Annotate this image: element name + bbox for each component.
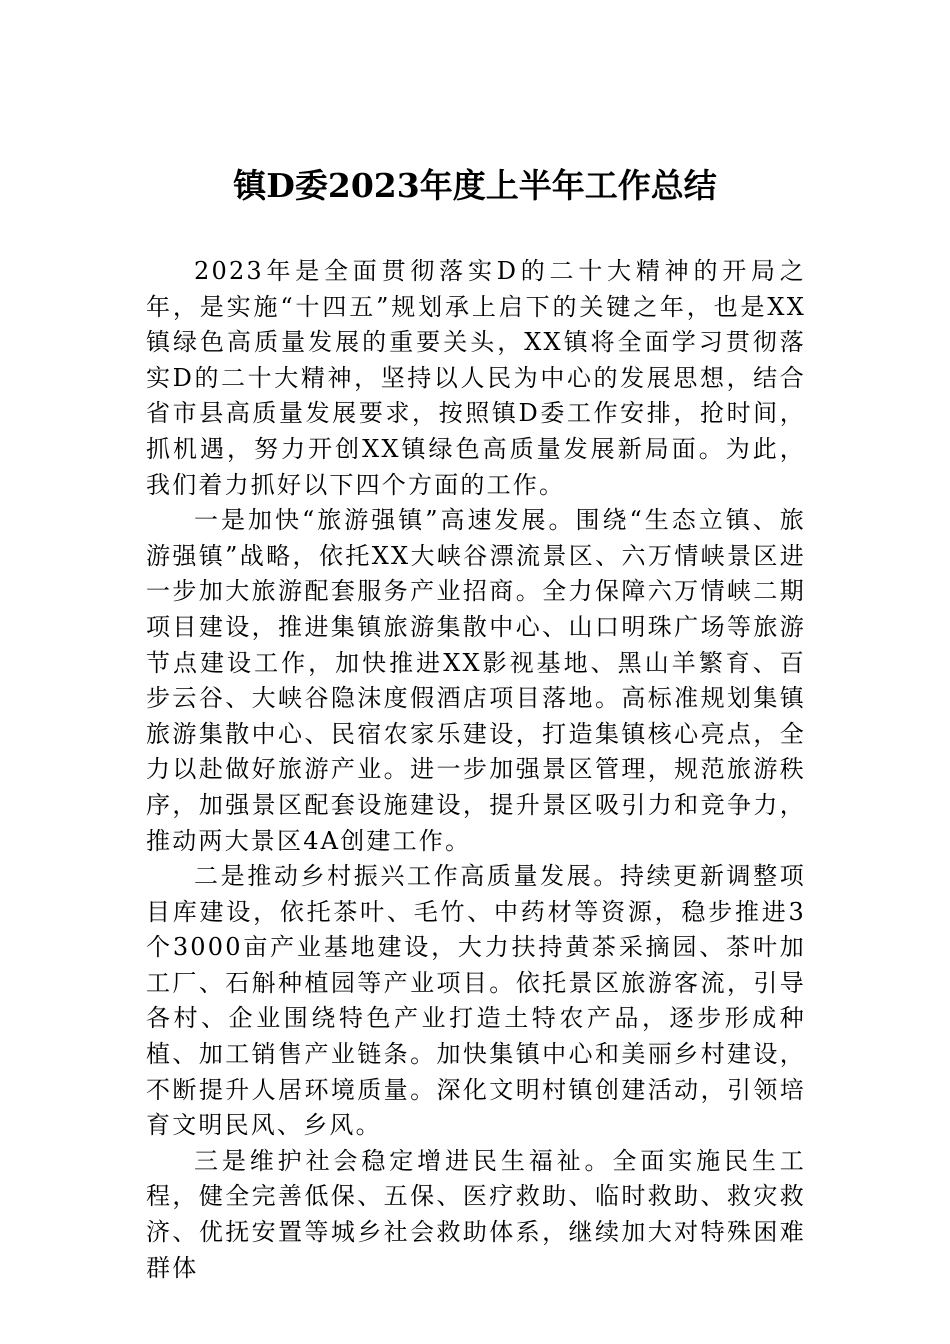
section-3-paragraph: 三是维护社会稳定增进民生福祉。全面实施民生工程，健全完善低保、五保、医疗救助、临时救助、救灾救济、优抚安置等城乡社会救助体系，继续加大对特殊困难群体 [146, 1146, 806, 1282]
section-2-paragraph: 二是推动乡村振兴工作高质量发展。持续更新调整项目库建设，依托茶叶、毛竹、中药材等资源，稳步推进3个3000亩产业基地建设，大力扶持黄茶采摘园、茶叶加工厂、石斛种植园等产业项目。依托景区旅游客流，引导各村、企业围绕特色产业打造土特农产品，逐步形成种植、加工销售产业链条。加快集镇中心和美丽乡村建设，不断提升人居环境质量。深化文明村镇创建活动，引领培育文明民风、乡风。 [146, 862, 806, 1140]
intro-paragraph: 2023年是全面贯彻落实D的二十大精神的开局之年，是实施“十四五”规划承上启下的关键之年，也是XX镇绿色高质量发展的重要关头，XX镇将全面学习贯彻落实D的二十大精神，坚持以人民为中心的发展思想，结合省市县高质量发展要求，按照镇D委工作安排，抢时间，抓机遇，努力开创XX镇绿色高质量发展新局面。为此，我们着力抓好以下四个方面的工作。 [146, 257, 806, 499]
section-1-paragraph: 一是加快“旅游强镇”高速发展。围绕“生态立镇、旅游强镇”战略，依托XX大峡谷漂流景区、六万情峡景区进一步加大旅游配套服务产业招商。全力保障六万情峡二期项目建设，推进集镇旅游集散中心、山口明珠广场等旅游节点建设工作，加快推进XX影视基地、黑山羊繁育、百步云谷、大峡谷隐沫度假酒店项目落地。高标准规划集镇旅游集散中心、民宿农家乐建设，打造集镇核心亮点，全力以赴做好旅游产业。进一步加强景区管理，规范旅游秩序，加强景区配套设施建设，提升景区吸引力和竞争力，推动两大景区4A创建工作。 [146, 506, 806, 855]
document-body [146, 254, 806, 1286]
document-title: 镇D委2023年度上半年工作总结 [233, 166, 717, 205]
